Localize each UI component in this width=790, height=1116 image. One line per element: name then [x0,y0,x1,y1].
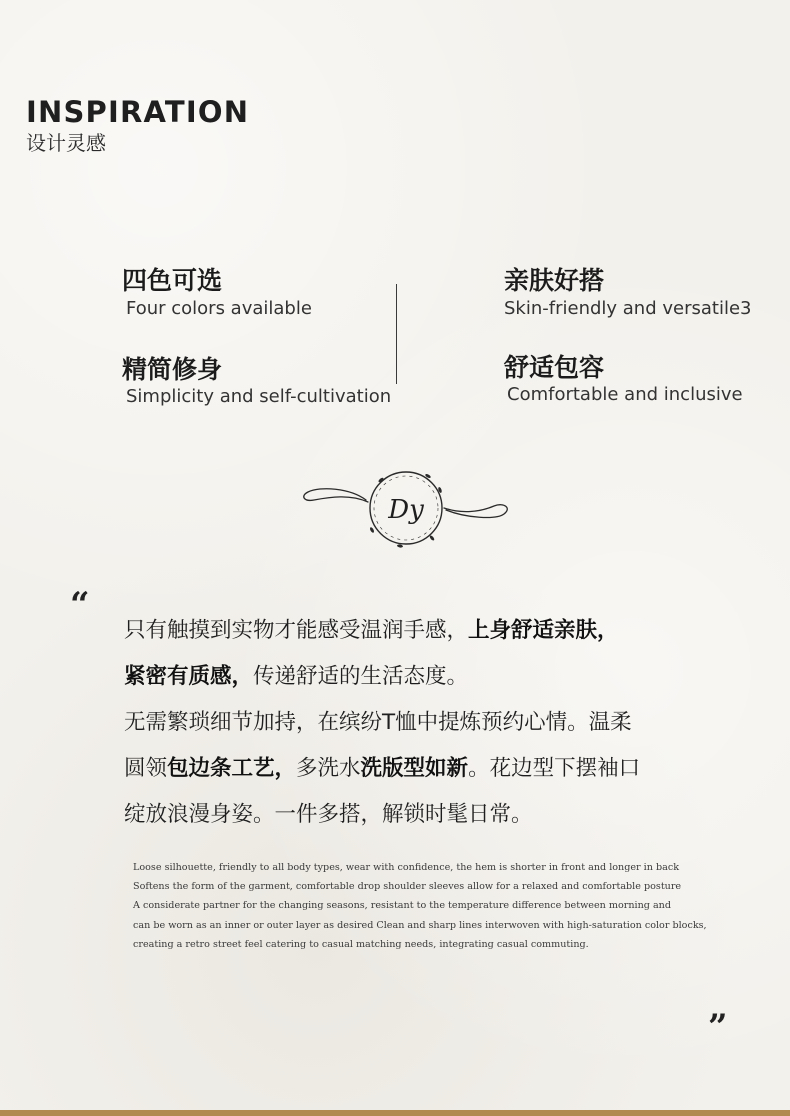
description-line [124,654,724,700]
description-english [133,858,733,954]
open-quote-icon: “ [70,585,90,625]
description-line-english: Softens the form of the garment, comfortable drop shoulder sleeves allow for a relaxed and comfortable posture [133,881,682,893]
feature-subtitle: Comfortable and inclusive [507,384,743,405]
emphasis-text: 紧密有质感， [124,664,254,689]
body-text: 绽放浪漫身姿。一件多搭，解锁时髦日常。 [124,802,533,827]
description-line-english: creating a retro street feel catering to casual matching needs, integrating casual commuting. [133,938,589,950]
description-line [124,746,724,792]
emphasis-text: 包边条工艺， [167,756,297,781]
feature-divider [396,284,397,384]
feature-comfortable [504,353,743,406]
emphasis-text: 上身舒适亲肤， [468,618,619,643]
description-line-english: can be worn as an inner or outer layer as desired Clean and sharp lines interwoven with high-saturation color blocks, [133,919,707,931]
feature-title: 四色可选 [122,266,223,295]
logo-monogram: Dy [388,495,424,525]
body-text: 多洗水 [296,756,361,781]
description-line [124,700,724,746]
body-text: 无需繁琐细节加持，在缤纷T恤中提炼预约心情。温柔 [124,710,632,735]
description-line-english: A considerate partner for the changing seasons, resistant to the temperature difference between morning and [133,900,671,912]
feature-subtitle: Simplicity and self-cultivation [126,386,392,407]
close-quote-icon: ” [708,1007,728,1047]
description-line-english: Loose silhouette, friendly to all body types, wear with confidence, the hem is shorter in front and longer in back [133,862,680,873]
description-chinese [124,608,724,838]
body-text: 传递舒适的生活态度。 [253,664,469,689]
feature-subtitle: Skin-friendly and versatile3 [504,298,752,319]
bottom-accent-bar [0,1110,790,1116]
description-line [124,792,724,838]
feature-simplicity [122,355,391,408]
body-text: 圆领 [124,756,168,781]
emphasis-text: 洗版型如新 [360,756,469,781]
feature-title: 舒适包容 [504,353,605,382]
feature-subtitle: Four colors available [126,298,312,319]
page-title: INSPIRATION [26,95,250,129]
feature-four-colors [122,266,312,320]
feature-title: 亲肤好搭 [504,266,605,295]
body-text: 。花边型下摆袖口 [468,756,641,781]
description-line [124,608,724,654]
feature-title: 精简修身 [122,355,223,384]
feature-skin-friendly [504,266,751,320]
brand-logo [300,460,512,556]
page-subtitle: 设计灵感 [26,131,106,155]
body-text: 只有触摸到实物才能感受温润手感， [124,618,469,643]
